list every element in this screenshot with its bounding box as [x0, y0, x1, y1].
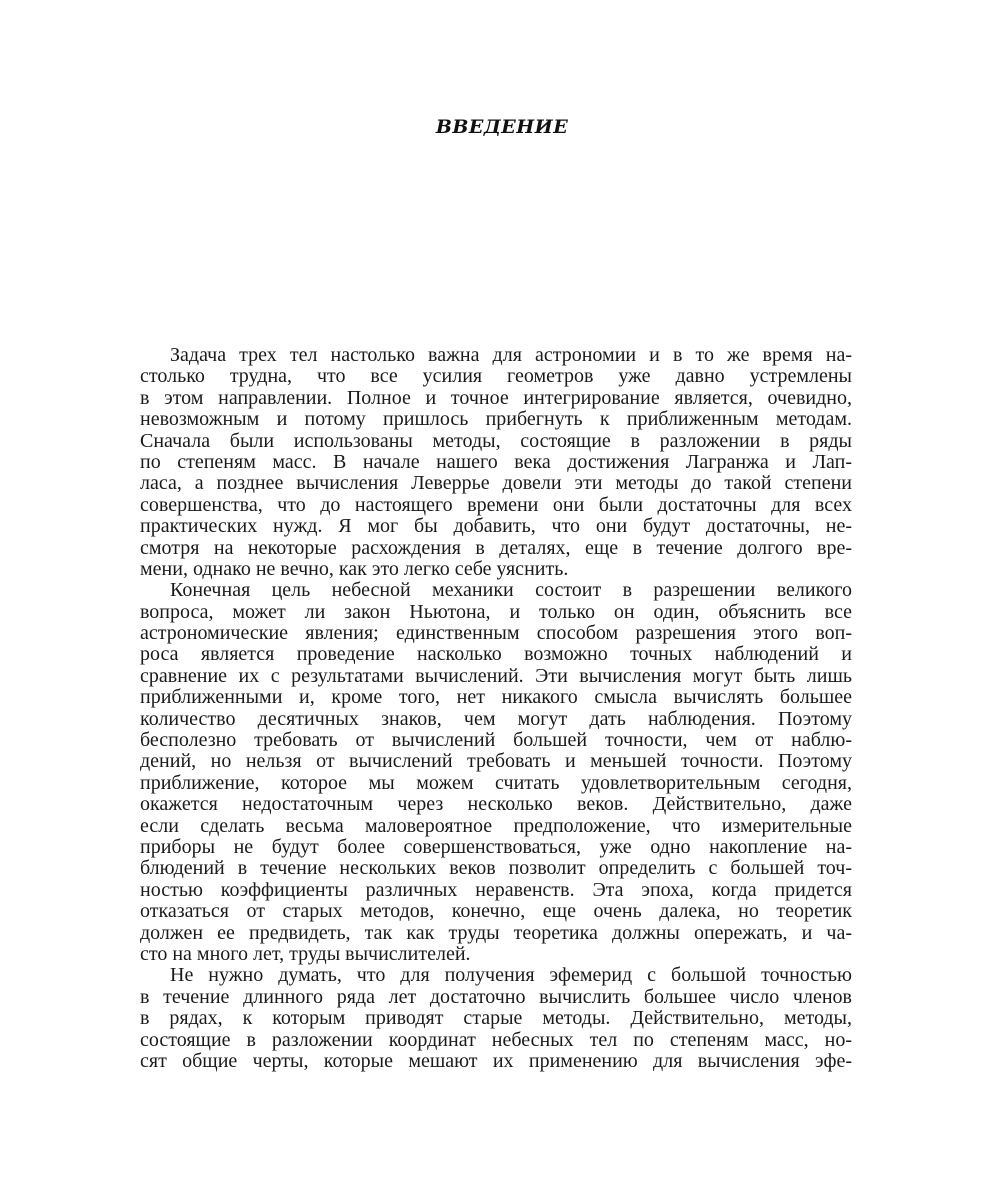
chapter-heading: ВВЕДЕНИЕ: [435, 116, 569, 138]
text-line: вопроса, может ли закон Ньютона, и только он один, объяснить все: [140, 600, 852, 623]
text-line: совершенства, что до настоящего времени они были достаточны для всех: [140, 493, 852, 516]
text-line: Конечная цель небесной механики состоит в разрешении великого: [170, 579, 852, 602]
text-line: если сделать весьма маловероятное предположение, что измерительные: [140, 814, 852, 837]
text-line: количество десятичных знаков, чем могут дать наблюдения. Поэтому: [140, 707, 852, 730]
text-line: мени, однако не вечно, как это легко себе уяснить.: [140, 557, 569, 580]
text-line: в рядах, к которым приводят старые методы. Действительно, методы,: [140, 1007, 852, 1030]
text-line: ностью коэффициенты различных неравенств. Эта эпоха, когда придется: [140, 878, 852, 901]
text-line: столько трудна, что все усилия геометров уже давно устремлены: [140, 365, 852, 388]
text-line: бесполезно требовать от вычислений большей точности, чем от наблю-: [140, 729, 852, 752]
text-line: практических нужд. Я мог бы добавить, что они будут достаточны, не-: [140, 515, 852, 538]
text-line: Не нужно думать, что для получения эфемерид с большой точностью: [170, 964, 852, 987]
text-line: по степеням масс. В начале нашего века достижения Лагранжа и Лап-: [140, 450, 852, 473]
text-line: невозможным и потому пришлось прибегнуть к приближенным методам.: [140, 408, 852, 431]
text-line: Задача трех тел настолько важна для астрономии и в то же время на-: [170, 344, 852, 366]
text-line: должен ее предвидеть, так как труды теоретика должны опережать, и ча-: [140, 921, 852, 944]
text-line: сто на много лет, труды вычислителей.: [140, 942, 471, 965]
text-line: ласа, а позднее вычисления Леверрье довели эти методы до такой степени: [140, 472, 852, 495]
text-line: состоящие в разложении координат небесных тел по степеням масс, но-: [140, 1028, 852, 1051]
text-line: сят общие черты, которые мешают их применению для вычисления эфе-: [140, 1049, 852, 1072]
text-line: роса является проведение насколько возможно точных наблюдений и: [140, 643, 852, 666]
text-line: дений, но нельзя от вычислений требовать и меньшей точности. Поэтому: [140, 750, 852, 773]
text-line: сравнение их с результатами вычислений. Эти вычисления могут быть лишь: [140, 664, 852, 687]
text-line: астрономические явления; единственным способом разрешения этого воп-: [140, 622, 852, 645]
body-text: [140, 345, 852, 1072]
text-line: приборы не будут более совершенствоваться, уже одно накопление на-: [140, 835, 852, 858]
text-line: Сначала были использованы методы, состоящие в разложении в ряды: [140, 429, 852, 452]
text-line: в этом направлении. Полное и точное интегрирование является, очевидно,: [140, 386, 852, 409]
text-line: блюдений в течение нескольких веков позволит определить с большей точ-: [140, 857, 852, 880]
text-line: смотря на некоторые расхождения в деталях, еще в течение долгого вре-: [140, 536, 852, 559]
text-line: приближенными и, кроме того, нет никакого смысла вычислять большее: [140, 686, 852, 709]
text-line: в течение длинного ряда лет достаточно вычислить большее число членов: [140, 985, 852, 1008]
text-line: окажется недостаточным через несколько веков. Действительно, даже: [140, 793, 852, 816]
text-line: приближение, которое мы можем считать удовлетворительным сегодня,: [140, 771, 852, 794]
text-line: отказаться от старых методов, конечно, еще очень далека, но теоретик: [140, 900, 852, 923]
